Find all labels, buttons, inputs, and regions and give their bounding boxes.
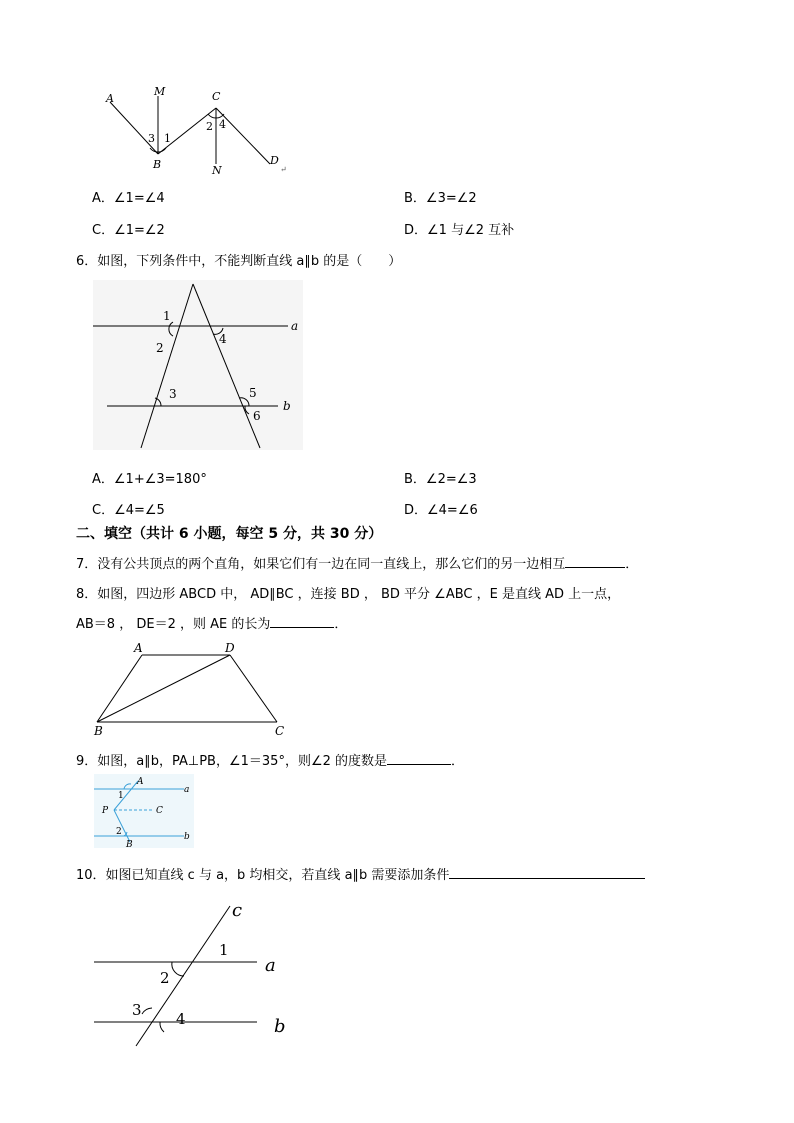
q5-option-b: B．∠3=∠2: [404, 191, 477, 206]
q9-answer-blank[interactable]: [387, 751, 451, 765]
fig9-label-P: P: [102, 806, 109, 816]
fig10-label-b: b: [274, 1016, 286, 1037]
fig5-label-N: N: [212, 164, 222, 177]
fig6-label-a: a: [291, 319, 299, 333]
q8-line2: [76, 613, 347, 632]
q7-end: ．: [625, 557, 639, 572]
fig10-label-a: a: [265, 955, 276, 976]
fig5-label-1: 1: [164, 132, 171, 145]
q5-option-a: A．∠1=∠4: [92, 191, 165, 206]
section-heading: 二、填空（共计 6 小题，每空 5 分，共 30 分）: [76, 526, 383, 542]
fig10-label-3: 3: [132, 1001, 142, 1019]
figure-q8: [92, 640, 292, 740]
q9-line: [76, 750, 464, 769]
fig6-label-4: 4: [219, 332, 227, 346]
fig5-return-mark: ↵: [280, 165, 287, 174]
q9-text: 9．如图，a∥b，PA⊥PB，∠1＝35°，则∠2 的度数是: [76, 754, 387, 769]
fig6-label-3: 3: [169, 387, 177, 401]
fig9-label-2: 2: [116, 827, 122, 837]
fig9-label-A: A: [137, 777, 144, 787]
fig5-label-M: M: [154, 85, 166, 98]
fig9-label-B: B: [126, 840, 133, 848]
fig6-label-5: 5: [249, 386, 257, 400]
figure-q9: [94, 774, 194, 848]
q9-end: ．: [451, 754, 465, 769]
q6-text: 6．如图，下列条件中，不能判断直线 a∥b 的是（ ）: [76, 254, 402, 269]
q7-line: [76, 553, 638, 572]
figure-q5: [100, 82, 300, 182]
fig6-label-b: b: [283, 399, 291, 413]
q10-answer-blank[interactable]: [449, 865, 645, 879]
q8-line1: 8．如图，四边形 ABCD 中， AD∥BC ，连接 BD ， BD 平分 ∠ABC ，E 是直线 AD 上一点，: [76, 587, 621, 602]
fig5-label-C: C: [212, 90, 221, 103]
q8-text: AB＝8 ， DE＝2 ，则 AE 的长为: [76, 617, 271, 632]
q6-option-a: A．∠1+∠3=180°: [92, 472, 207, 487]
q10-line: [76, 864, 645, 883]
fig6-label-6: 6: [253, 409, 261, 423]
q7-answer-blank[interactable]: [565, 554, 625, 568]
q7-text: 7．没有公共顶点的两个直角，如果它们有一边在同一直线上，那么它们的另一边相互: [76, 557, 566, 572]
fig8-label-D: D: [225, 641, 235, 655]
fig5-label-D: D: [270, 154, 279, 167]
fig10-label-4: 4: [176, 1010, 186, 1028]
q5-option-d: D．∠1 与∠2 互补: [404, 223, 515, 238]
q5-option-c: C．∠1=∠2: [92, 223, 165, 238]
q6-option-d: D．∠4=∠6: [404, 503, 478, 518]
fig5-label-4: 4: [219, 118, 226, 131]
fig10-label-2: 2: [160, 969, 170, 987]
figure-q10: [92, 896, 322, 1056]
fig8-label-A: A: [134, 641, 143, 655]
q8-answer-blank[interactable]: [270, 614, 334, 628]
q6-option-c: C．∠4=∠5: [92, 503, 165, 518]
fig10-label-1: 1: [219, 941, 229, 959]
fig5-label-B: B: [153, 158, 162, 171]
fig9-label-b: b: [184, 832, 190, 842]
fig5-label-3: 3: [148, 132, 155, 145]
fig5-label-2: 2: [206, 120, 213, 133]
fig6-label-2: 2: [156, 341, 164, 355]
q10-text: 10．如图已知直线 c 与 a，b 均相交，若直线 a∥b 需要添加条件: [76, 868, 450, 883]
fig5-label-A: A: [106, 92, 114, 105]
fig9-label-C: C: [156, 806, 163, 816]
fig9-label-1: 1: [118, 791, 124, 801]
fig8-label-B: B: [94, 724, 103, 738]
figure-q6: [93, 280, 303, 450]
fig10-label-c: c: [232, 900, 243, 921]
q6-option-b: B．∠2=∠3: [404, 472, 477, 487]
fig9-label-a: a: [184, 785, 190, 795]
fig6-label-1: 1: [163, 309, 171, 323]
fig8-label-C: C: [275, 724, 285, 738]
q8-end: ．: [334, 617, 348, 632]
